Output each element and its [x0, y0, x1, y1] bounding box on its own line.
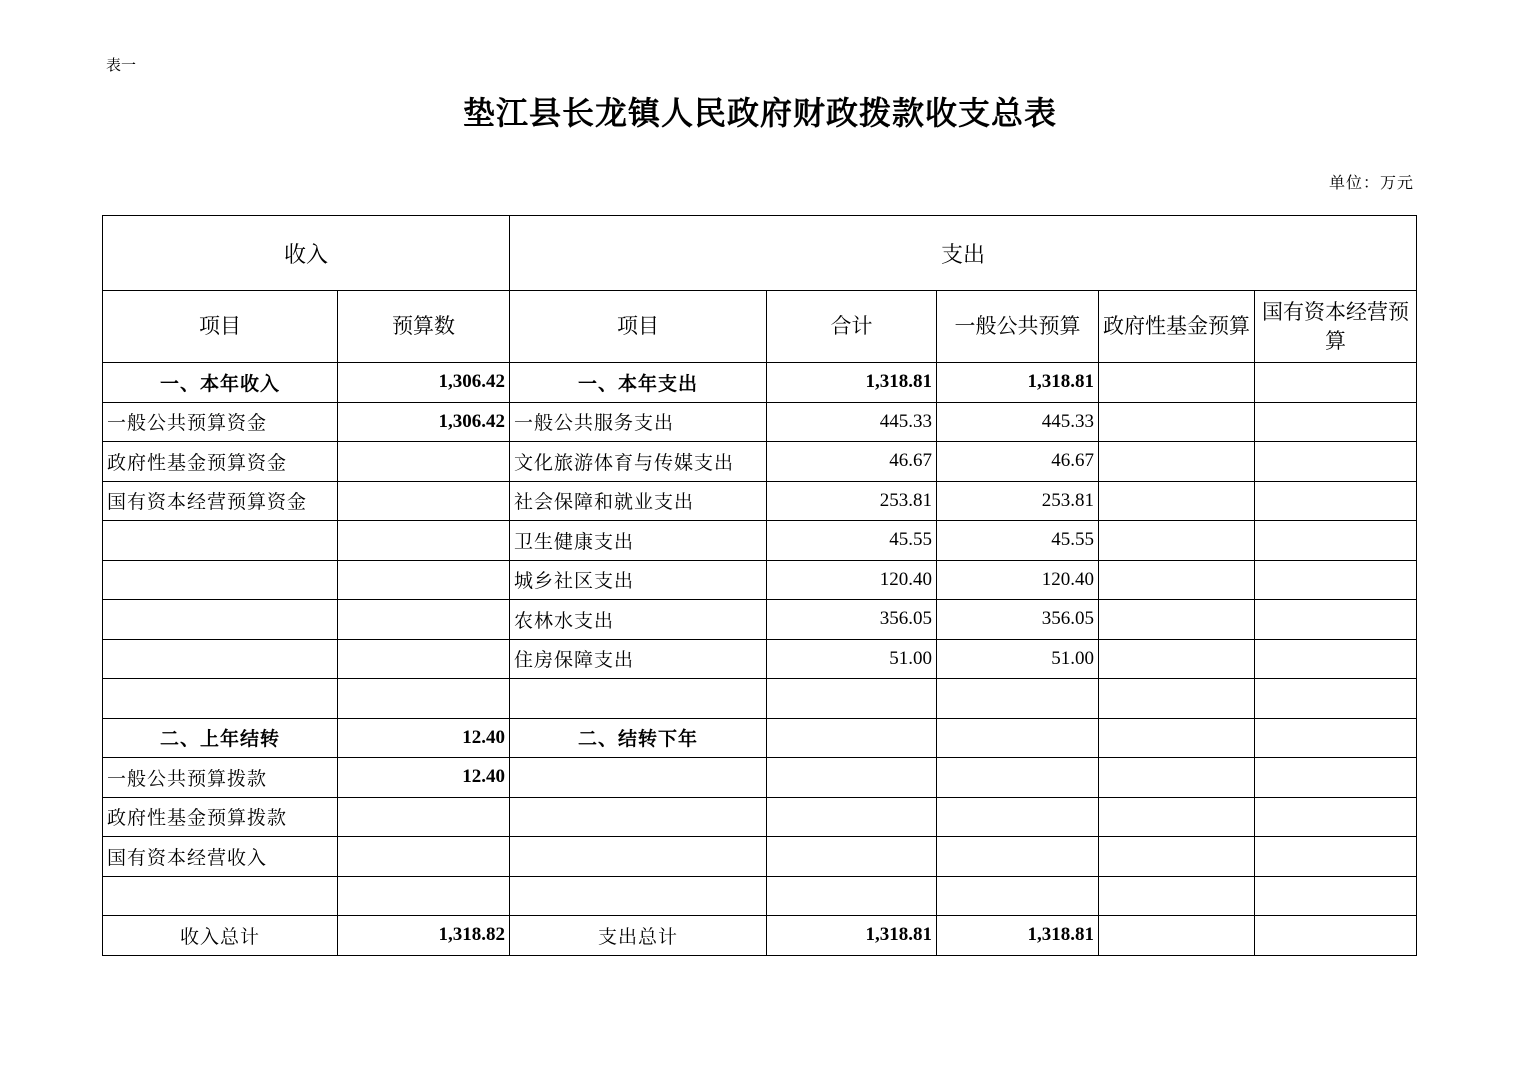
cell-in-budget	[338, 679, 510, 719]
cell-out-item	[510, 797, 767, 837]
cell-in-item: 国有资本经营预算资金	[103, 481, 338, 521]
cell-out-general	[937, 876, 1099, 916]
cell-out-general	[937, 837, 1099, 877]
col-income-item: 项目	[103, 291, 338, 363]
cell-out-general: 46.67	[937, 442, 1099, 482]
cell-in-item	[103, 876, 338, 916]
table-row	[103, 837, 1417, 877]
cell-out-item	[510, 876, 767, 916]
cell-out-gov	[1099, 876, 1255, 916]
cell-out-gov	[1099, 718, 1255, 758]
cell-out-total	[767, 679, 937, 719]
cell-in-budget: 1,306.42	[338, 402, 510, 442]
cell-out-state	[1255, 442, 1417, 482]
cell-out-general	[937, 758, 1099, 798]
cell-out-item: 文化旅游体育与传媒支出	[510, 442, 767, 482]
cell-out-general: 1,318.81	[937, 916, 1099, 956]
cell-out-state	[1255, 639, 1417, 679]
table-number: 表一	[106, 56, 137, 74]
cell-out-state	[1255, 679, 1417, 719]
cell-out-general	[937, 797, 1099, 837]
cell-out-state	[1255, 363, 1417, 403]
cell-in-budget	[338, 560, 510, 600]
table-row	[103, 560, 1417, 600]
cell-in-item: 一般公共预算拨款	[103, 758, 338, 798]
cell-in-item: 二、上年结转	[103, 718, 338, 758]
cell-out-gov	[1099, 481, 1255, 521]
cell-in-item: 一、本年收入	[103, 363, 338, 403]
cell-in-item	[103, 600, 338, 640]
cell-in-item: 国有资本经营收入	[103, 837, 338, 877]
cell-out-general: 445.33	[937, 402, 1099, 442]
cell-out-item: 二、结转下年	[510, 718, 767, 758]
header-row-columns	[103, 291, 1417, 363]
cell-in-budget: 12.40	[338, 758, 510, 798]
cell-out-state	[1255, 600, 1417, 640]
cell-out-item	[510, 758, 767, 798]
table-row	[103, 679, 1417, 719]
cell-out-general: 253.81	[937, 481, 1099, 521]
cell-out-total: 120.40	[767, 560, 937, 600]
cell-in-budget	[338, 797, 510, 837]
cell-in-budget: 1,318.82	[338, 916, 510, 956]
cell-in-item	[103, 560, 338, 600]
page-title: 垫江县长龙镇人民政府财政拨款收支总表	[462, 94, 1057, 132]
cell-out-total	[767, 837, 937, 877]
cell-in-budget	[338, 442, 510, 482]
cell-out-gov	[1099, 916, 1255, 956]
table-row	[103, 639, 1417, 679]
table-row	[103, 363, 1417, 403]
cell-out-item	[510, 679, 767, 719]
cell-out-item: 社会保障和就业支出	[510, 481, 767, 521]
cell-out-general: 1,318.81	[937, 363, 1099, 403]
cell-in-item	[103, 639, 338, 679]
cell-in-budget	[338, 837, 510, 877]
cell-out-total: 253.81	[767, 481, 937, 521]
cell-out-total: 51.00	[767, 639, 937, 679]
cell-out-state	[1255, 718, 1417, 758]
cell-out-general	[937, 718, 1099, 758]
cell-out-gov	[1099, 560, 1255, 600]
cell-in-item	[103, 521, 338, 561]
cell-out-state	[1255, 402, 1417, 442]
cell-out-general: 45.55	[937, 521, 1099, 561]
cell-out-item: 一、本年支出	[510, 363, 767, 403]
cell-out-state	[1255, 797, 1417, 837]
cell-out-gov	[1099, 442, 1255, 482]
table-row	[103, 797, 1417, 837]
table-row	[103, 481, 1417, 521]
table-row	[103, 916, 1417, 956]
cell-out-gov	[1099, 758, 1255, 798]
table-row	[103, 718, 1417, 758]
cell-in-budget: 12.40	[338, 718, 510, 758]
cell-out-state	[1255, 560, 1417, 600]
cell-out-item: 城乡社区支出	[510, 560, 767, 600]
cell-out-item: 支出总计	[510, 916, 767, 956]
cell-out-gov	[1099, 837, 1255, 877]
table-row	[103, 600, 1417, 640]
table-row	[103, 876, 1417, 916]
cell-out-state	[1255, 758, 1417, 798]
cell-out-gov	[1099, 679, 1255, 719]
cell-out-gov	[1099, 639, 1255, 679]
cell-in-item: 收入总计	[103, 916, 338, 956]
table-row	[103, 402, 1417, 442]
table-row	[103, 521, 1417, 561]
cell-in-budget	[338, 639, 510, 679]
cell-out-general: 51.00	[937, 639, 1099, 679]
cell-out-gov	[1099, 402, 1255, 442]
cell-out-state	[1255, 876, 1417, 916]
cell-out-total: 46.67	[767, 442, 937, 482]
col-expense-general: 一般公共预算	[937, 291, 1099, 363]
cell-out-state	[1255, 481, 1417, 521]
cell-out-gov	[1099, 600, 1255, 640]
cell-out-item: 卫生健康支出	[510, 521, 767, 561]
unit-label: 单位：万元	[1328, 173, 1414, 192]
cell-out-gov	[1099, 363, 1255, 403]
cell-out-total: 445.33	[767, 402, 937, 442]
cell-in-item: 政府性基金预算资金	[103, 442, 338, 482]
cell-out-item: 一般公共服务支出	[510, 402, 767, 442]
cell-out-item: 住房保障支出	[510, 639, 767, 679]
cell-in-item: 一般公共预算资金	[103, 402, 338, 442]
cell-out-general: 120.40	[937, 560, 1099, 600]
header-row-top	[103, 216, 1417, 291]
table-row	[103, 758, 1417, 798]
cell-in-item: 政府性基金预算拨款	[103, 797, 338, 837]
cell-out-state	[1255, 521, 1417, 561]
income-header: 收入	[103, 216, 510, 291]
cell-in-item	[103, 679, 338, 719]
cell-out-gov	[1099, 521, 1255, 561]
cell-out-gov	[1099, 797, 1255, 837]
cell-out-total	[767, 876, 937, 916]
cell-out-total: 45.55	[767, 521, 937, 561]
cell-in-budget	[338, 481, 510, 521]
col-expense-item: 项目	[510, 291, 767, 363]
cell-in-budget	[338, 521, 510, 561]
cell-out-general: 356.05	[937, 600, 1099, 640]
cell-out-total: 356.05	[767, 600, 937, 640]
col-expense-total: 合计	[767, 291, 937, 363]
cell-in-budget	[338, 876, 510, 916]
cell-out-general	[937, 679, 1099, 719]
cell-in-budget: 1,306.42	[338, 363, 510, 403]
cell-out-state	[1255, 916, 1417, 956]
cell-out-total	[767, 758, 937, 798]
cell-out-total: 1,318.81	[767, 363, 937, 403]
col-expense-state-capital: 国有资本经营预算	[1255, 291, 1417, 363]
cell-out-total: 1,318.81	[767, 916, 937, 956]
col-income-budget: 预算数	[338, 291, 510, 363]
cell-out-total	[767, 797, 937, 837]
cell-out-item: 农林水支出	[510, 600, 767, 640]
cell-out-state	[1255, 837, 1417, 877]
table-row	[103, 442, 1417, 482]
budget-summary-table	[102, 215, 1417, 956]
expense-header: 支出	[510, 216, 1417, 291]
cell-out-total	[767, 718, 937, 758]
col-expense-gov-fund: 政府性基金预算	[1099, 291, 1255, 363]
cell-out-item	[510, 837, 767, 877]
cell-in-budget	[338, 600, 510, 640]
